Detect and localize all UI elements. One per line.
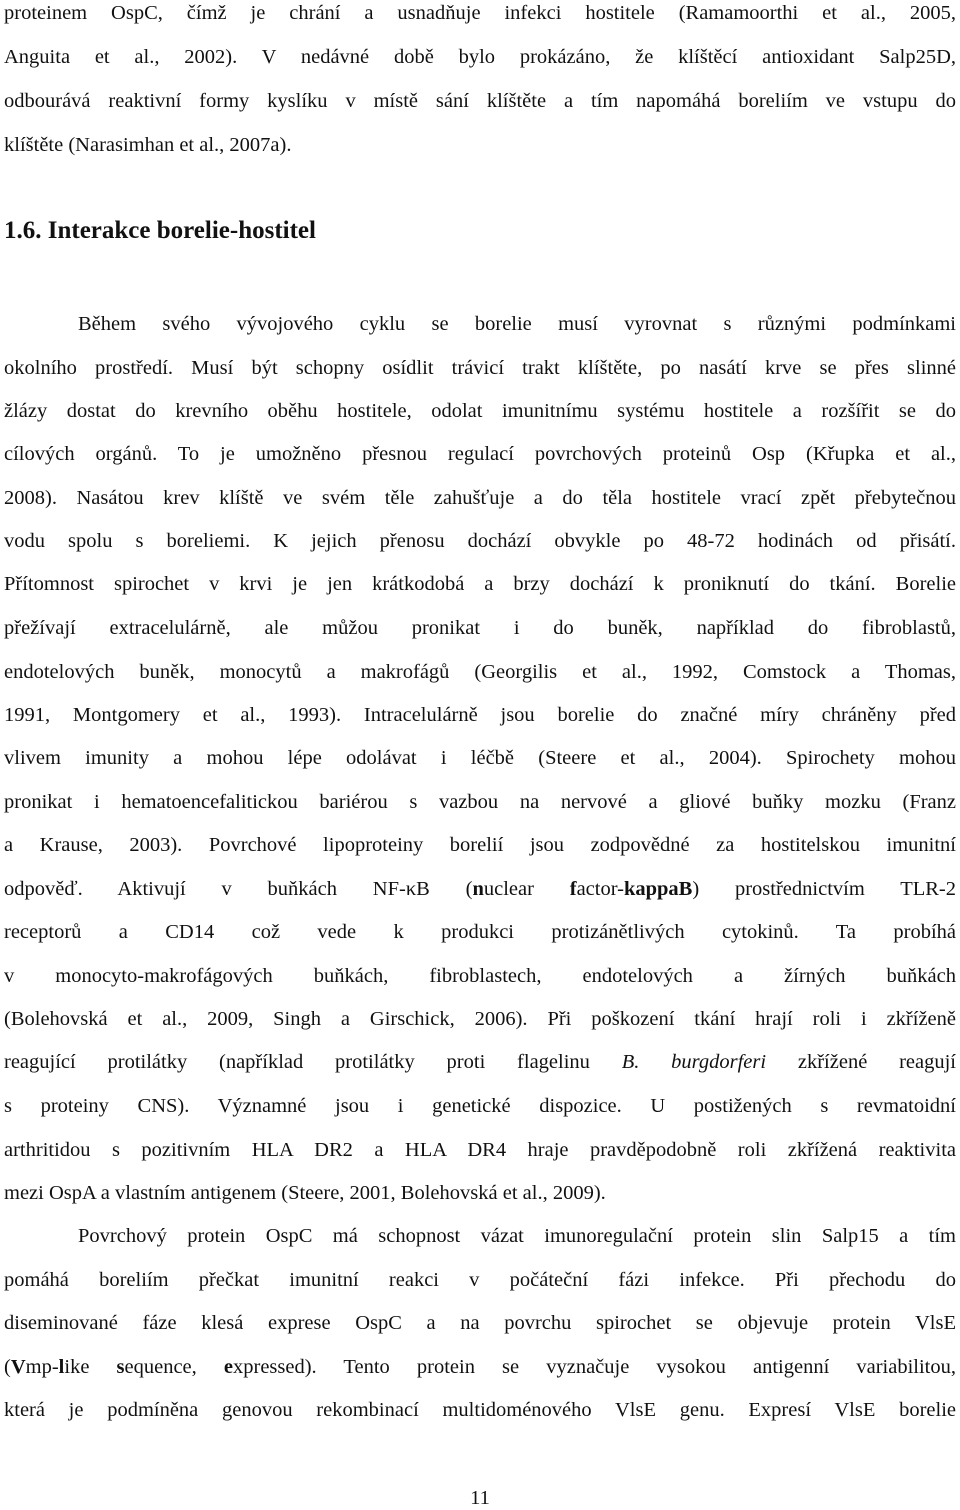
text-line-nfkb: odpověď. Aktivují v buňkách NF-κB (nuclear factor-kappaB) prostřednictvím TLR-2 [4,878,957,900]
text-line: v monocyto-makrofágových buňkách, fibroblastech, endotelových a žírných buňkách [4,965,956,987]
text-line: vodu spolu s boreliemi. K jejich přenosu dochází obvykle po 48-72 hodinách od přisátí. [4,530,956,552]
text-line: pronikat i hematoencefalitickou bariérou s vazbou na nervové a gliové buňky mozku (Franz [4,791,956,813]
text-line: žlázy dostat do krevního oběhu hostitele, odolat imunitnímu systému hostitele a rozšířit se do [4,400,956,422]
text-line: okolního prostředí. Musí být schopny osídlit trávicí trakt klíštěte, po nasátí krve se přes slinné [4,357,956,379]
text-line: endotelových buněk, monocytů a makrofágů (Georgilis et al., 1992, Comstock a Thomas, [4,661,956,683]
text-line: přežívají extracelulárně, ale můžou pronikat i do buněk, například do fibroblastů, [4,617,956,639]
text-line: vlivem imunity a mohou lépe odolávat i léčbě (Steere et al., 2004). Spirochety mohou [4,747,956,769]
text-line: 2008). Nasátou krev klíště ve svém těle zahušťuje a do těla hostitele vrací zpět přebytečnou [4,487,956,509]
section-heading: 1.6. Interakce borelie-hostitel [4,217,316,244]
text-line: s proteiny CNS). Významné jsou i genetické dispozice. U postižených s revmatoidní [4,1095,956,1117]
text-line: diseminované fáze klesá exprese OspC a na povrchu spirochet se objevuje protein VlsE [4,1312,956,1334]
text-line: (Bolehovská et al., 2009, Singh a Girschick, 2006). Při poškození tkání hrají roli i zkříženě [4,1008,956,1030]
text-line: receptorů a CD14 což vede k produkci protizánětlivých cytokinů. Ta probíhá [4,921,956,943]
text-line: Povrchový protein OspC má schopnost vázat imunoregulační protein slin Salp15 a tím [78,1225,956,1247]
text-line-species: reagující protilátky (například protilátky proti flagelinu B. burgdorferi zkřížené reagují [4,1051,956,1073]
text-line: a Krause, 2003). Povrchové lipoproteiny borelií jsou zodpovědné za hostitelskou imunitní [4,834,956,856]
text-line-vmp: (Vmp-like sequence, expressed). Tento protein se vyznačuje vysokou antigenní variabilitou, [4,1356,957,1378]
species-name: B. burgdorferi [621,1051,767,1073]
page-number: 11 [470,1487,490,1509]
text-line: Anguita et al., 2002). V nedávné době bylo prokázáno, že klíštěcí antioxidant Salp25D, [4,46,956,68]
text-line: odbourává reaktivní formy kyslíku v místě sání klíštěte a tím napomáhá boreliím ve vstupu do [4,90,956,112]
text-line: klíštěte (Narasimhan et al., 2007a). [4,134,292,156]
text-line: cílových orgánů. To je umožněno přesnou regulací povrchových proteinů Osp (Křupka et al., [4,443,956,465]
text-line: Během svého vývojového cyklu se borelie musí vyrovnat s různými podmínkami [78,313,956,335]
text-line: která je podmíněna genovou rekombinací multidoménového VlsE genu. Expresí VlsE borelie [4,1399,956,1421]
text-line: mezi OspA a vlastním antigenem (Steere, 2001, Bolehovská et al., 2009). [4,1182,606,1204]
text-line: proteinem OspC, čímž je chrání a usnadňuje infekci hostitele (Ramamoorthi et al., 2005, [4,2,956,24]
text-line: Přítomnost spirochet v krvi je jen krátkodobá a brzy dochází k proniknutí do tkání. Borelie [4,573,956,595]
text-line: arthritidou s pozitivním HLA DR2 a HLA DR4 hraje pravděpodobně roli zkřížená reaktivita [4,1139,956,1161]
text-line: pomáhá boreliím přečkat imunitní reakci v počáteční fázi infekce. Při přechodu do [4,1269,956,1291]
text-line: 1991, Montgomery et al., 1993). Intracelulárně jsou borelie do značné míry chráněny před [4,704,956,726]
